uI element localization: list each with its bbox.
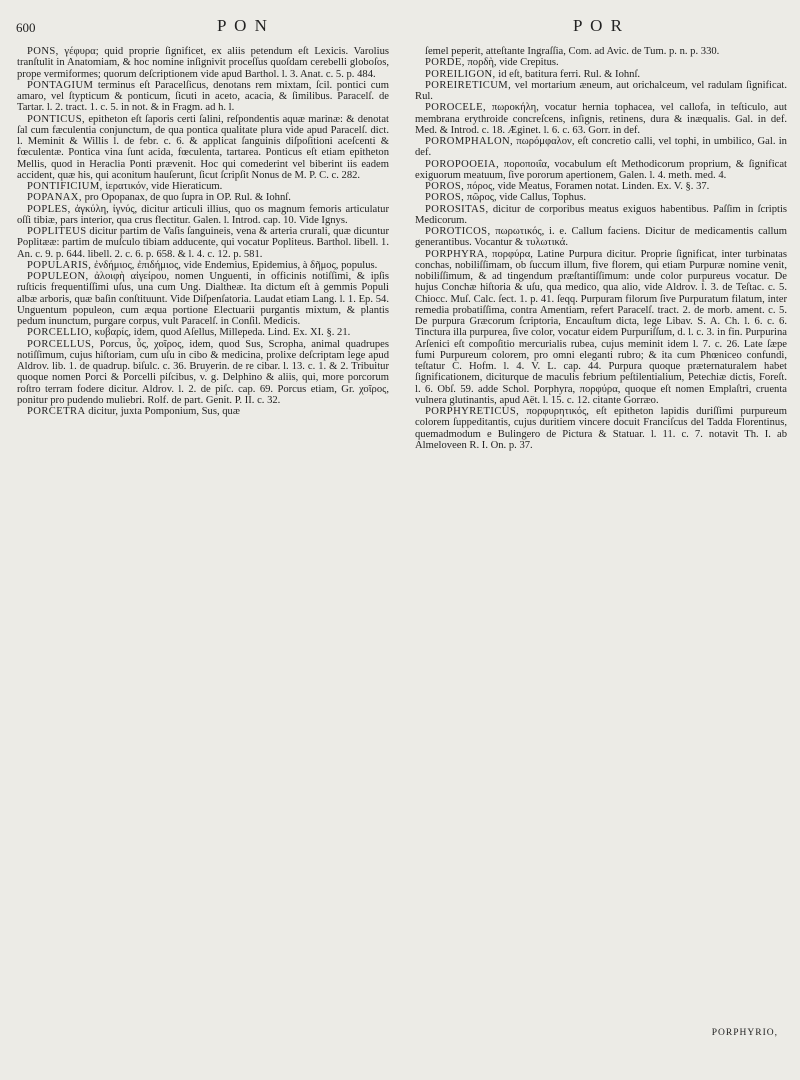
entry-headword: POPULARIS,	[27, 259, 92, 271]
page-header	[0, 16, 800, 40]
running-head-right: P O R	[573, 16, 624, 35]
entry-text: pro Opopanax, de quo ſupra in OP. Rul. & Iohnſ.	[84, 192, 291, 204]
entry-text: πωροκήλη, vocatur hernia tophacea, vel callofa, in teſticulo, aut membrana erythroide concreſcens, inſignis, retinens, dura & inæqualis. Gal. in def. Med. & Introd. c. 18. Æginet. l. 6. c. 63. Gorr. in def.	[415, 102, 787, 136]
entry-text: dicitur, juxta Pomponium, Sus, quæ	[88, 406, 240, 417]
entry-text: πορoποιΐα, vocabulum eſt Methodicorum proprium, & ſignificat exiguorum meatuum, ſive pororum apertionem, Galen. l. 4. meth. med. 4.	[415, 158, 787, 181]
entry-headword: POROPOOEIA,	[425, 158, 500, 170]
entry-headword: PORPHYRETICUS,	[425, 406, 520, 417]
entry-text: πορδὴ, vide Crepitus.	[467, 57, 559, 69]
entry-text: ἱερατικόν, vide Hieraticum.	[105, 181, 223, 192]
entry-headword: POPULEON,	[27, 271, 89, 282]
entry-headword: PORDE,	[425, 57, 465, 69]
entry-text: ſemel peperit, atteſtante Ingraſſia, Com. ad Avic. de Tum. p. n. p. 330.	[425, 46, 720, 57]
entry-headword: PORCELLIO,	[27, 327, 92, 339]
entry-headword: POPLITEUS	[27, 226, 87, 237]
left-column	[17, 46, 389, 417]
page-number: 600	[16, 20, 36, 35]
entry-text: κυβαρίς, idem, quod Aſellus, Millepeda. Lind. Ex. XI. §. 21.	[94, 327, 351, 339]
entry-headword: PONTIFICIUM,	[27, 181, 103, 192]
entry-headword: POROSITAS,	[425, 203, 489, 215]
entry-text: πωρωτικός, i. e. Callum faciens. Dicitur de medicamentis callum generantibus. Vocantur & τυλωτικά.	[415, 226, 787, 249]
entry-headword: POREIRETICUM,	[425, 79, 512, 91]
entry-text: ἀγκύλη, ἰγνύς, dicitur articuli illius, quo os magnum femoris articulatur oſſi tibiæ, pars interior, qua crus flectitur. Galen. l. Introd. cap. 10. Vide Ignys.	[17, 203, 390, 226]
dictionary-entry	[415, 181, 787, 192]
dictionary-entry	[415, 249, 787, 407]
dictionary-entry	[17, 406, 389, 417]
entry-text: πόρος, vide Meatus, Foramen notat. Linden. Ex. V. §. 37.	[466, 181, 710, 192]
entry-headword: PONS,	[27, 46, 59, 57]
entry-text: dicitur de corporibus meatus exiguos habentibus. Paſſim in ſcriptis Medicorum.	[415, 203, 788, 226]
dictionary-entry	[415, 226, 787, 249]
running-head-left: P O N	[217, 16, 269, 35]
entry-text: id eſt, batitura ferri. Rul. & Iohnſ.	[498, 68, 641, 80]
dictionary-entry	[415, 192, 787, 203]
entry-headword: PORPHYRA,	[425, 248, 488, 260]
entry-headword: POROMPHALON,	[425, 136, 514, 147]
dictionary-entry	[415, 46, 787, 57]
dictionary-entry	[17, 327, 389, 338]
dictionary-entry	[415, 69, 787, 80]
entry-headword: POPANAX,	[27, 192, 82, 204]
dictionary-entry	[17, 339, 389, 407]
entry-text: epitheton eſt ſaporis certi ſalini, reſpondentis aquæ marinæ: & denotat ſal cum fæculentia conjunctum, de qua pontica qualitate plura vide apud Paracelſ. dict. l. Meminit & Willis l. de febr. c. 6. & applicat ſanguinis diſpoſitioni aceſcenti & fœculentæ. Pontica vina ſunt acida, fœculenta, tartarea. Ponticus eſt etiam epitheton Mellis, quod in Heraclia Ponti prævenit. Hoc qui comederint vel biberint iis eadem accident, quæ his, qui aconitum hauſerunt, ſicut ſcripſit Nonus de M. P. C. c. 282.	[17, 113, 389, 181]
dictionary-entry	[17, 271, 389, 327]
entry-headword: PONTICUS,	[27, 113, 86, 125]
entry-headword: POROS,	[425, 192, 465, 204]
dictionary-entry	[415, 57, 787, 68]
entry-text: ἀλοιφὴ αἰγείρου, nomen Unguenti, in officinis notiſſimi, & ipſis ruſticis frequentiſſimi uſus, una cum Ung. Dialtheæ. Ita dictum eſt à gemmis Populi albæ arboris, quæ baſin conſtituunt. Vide Diſpenſatoria. Laudat etiam Lang. l. 1. Ep. 54. Unguentum populeon, cum æqua portione Electuarii purgantis mixtum, & plantis pedum inunctum, purgare corpus, vult Paracelſ. in Conſil. Medicis.	[17, 271, 389, 327]
dictionary-entry	[415, 80, 787, 103]
entry-headword: PORCETRA	[27, 406, 86, 417]
dictionary-entry	[17, 204, 389, 227]
dictionary-entry	[415, 159, 787, 182]
dictionary-entry	[17, 192, 389, 203]
entry-text: γέφυρα; quid proprie ſignificet, ex aliis petendum eſt Lexicis. Varolius tranſtulit in Anatomiam, & hoc nomine inſignivit proceſſus quoſdam cerebelli globoſos, prope vermiformes; quorum deſcriptionem vide apud Barthol. l. 3. Anat. c. 5. p. 484.	[17, 46, 389, 80]
entry-headword: POPLES,	[27, 203, 71, 215]
entry-text: dicitur partim de Vaſis ſanguineis, vena & arteria crurali, quæ dicuntur Poplitææ: partim de muſculo tibiam adducente, qui vocatur Popliteus. Barthol. libell. 1. An. c. 9. p. 644. libell. 2. c. 6. p. 658. & l. 4. c. 12. p. 581.	[17, 226, 389, 260]
entry-text: terminus eſt Paracelſicus, denotans rem mixtam, ſcil. pontici cum amaro, vel ſtypticum & ponticum, ſicuti in aceto, acacia, & ſimilibus. Paracelſ. de Tartar. l. 2. tract. 1. c. 5. in not. & in Fragm. ad h. l.	[17, 79, 389, 114]
dictionary-entry	[17, 226, 389, 260]
entry-text: πωρόμφαλον, eſt concretio calli, vel tophi, in umbilico, Gal. in def.	[415, 136, 787, 159]
dictionary-entry	[415, 406, 787, 451]
entry-text: πῶρος, vide Callus, Tophus.	[466, 192, 587, 204]
dictionary-entry	[17, 260, 389, 271]
dictionary-entry	[415, 204, 787, 227]
right-column	[415, 46, 787, 451]
entry-text: ἐνδήμιος, ἐπιδήμιος, vide Endemius, Epidemius, à δῆμος, populus.	[94, 259, 378, 271]
entry-text: vel mortarium æneum, aut orichalceum, vel radulam ſignificat. Rul.	[415, 79, 787, 102]
entry-headword: POREILIGON,	[425, 68, 496, 80]
dictionary-entry	[415, 136, 787, 159]
catchword: PORPHYRIO,	[711, 1028, 778, 1038]
dictionary-entry	[17, 46, 389, 80]
dictionary-entry	[17, 80, 389, 114]
dictionary-entry	[17, 181, 389, 192]
entry-headword: PONTAGIUM	[27, 79, 94, 91]
entry-text: Porcus, ὗς, χοῖρος, idem, quod Sus, Scropha, animal quadrupes notiſſimum, cujus hiſtoriam, cum uſu in cibo & medicina, prolixe deſcriptam lege apud Aldrov. lib. 1. de quadrup. biſulc. c. 36. Bruyerin. de re cibar. l. 13. c. 1. & 2. Tribuitur quoque nomen Porci & Porcelli piſcibus, v. g. Delphino & aliis, qui, more porcorum roſtro terram fodere dicitur. Aldrov. l. 2. de piſc. cap. 69. Porcus etiam, Gr. χοῖρος, ponitur pro pudendo muliebri. Rolf. de part. Genit. P. II. c. 32.	[17, 338, 390, 406]
dictionary-entry	[415, 102, 787, 136]
entry-headword: POROS,	[425, 181, 465, 192]
entry-text: πορφύρα, Latine Purpura dicitur. Proprie ſignificat, inter turbinatas conchas, nobiliſſimam, ob ſuccum illum, five florem, qui etiam Purpuræ nomine venit, nobiliſſimum, & ad tingendum præſtantiſſimum: unde color purpureus vocatur. De hujus Conchæ hiſtoria & uſu, qua medico, qua alio, vide Aldrov. l. 3. de Teſtac. c. 5. Chiocc. Muſ. Calc. ſect. 1. p. 41. ſeqq. Purpuram filorum ſive Purpuratum filatum, inter remedia probatiſſima, contra Amentiam, refert Paracelſ. tract. 2. de morb. ament. c. 5. De purpura Græcorum ſcriptoria, Encauſtum dicta, lege Libav. S. A. Ch. l. 6. c. 6. Tinctura illa purpurea, ſive color, vocatur eidem Purpuriſſum, d. l. c. 3. in fin. Purpurina Arſenici eſt compoſitio mercurialis rubea, cujus meminit idem l. 7. c. 26. Late ſæpe fumi Purpureum colorem, pro omni eleganti rubro; & ita cum Phœniceo confundi, teſtatur C. Hofm. l. 4. V. L. cap. 44. Purpura quoque præternaturalem habet ſignificationem, diciturque de maculis febrium peſtilentialium, Petechiæ dictis, Foreſt. l. 6. Obſ. 59. adde Schol. Porphyra, πορφύρα, quoque eſt nomen Emplaſtri, cruenta vulnera glutinantis, apud Aët. l. 15. c. 12. citante Gorræo.	[415, 248, 787, 406]
entry-headword: POROTICOS,	[425, 226, 491, 237]
entry-headword: POROCELE,	[425, 102, 486, 114]
entry-headword: PORCELLUS,	[27, 338, 95, 350]
dictionary-entry	[17, 114, 389, 182]
entry-text: πορφυρητικός, eſt epitheton lapidis duriſſimi purpureum colorem ſuppeditantis, cujus duritiem vincere docuit Franciſcus del Tadda Florentinus, quemadmodum e Bulingero de Pictura & Statuar. l. 11. c. 7. notavit Th. I. ab Almeloveen R. I. On. p. 37.	[415, 406, 787, 451]
